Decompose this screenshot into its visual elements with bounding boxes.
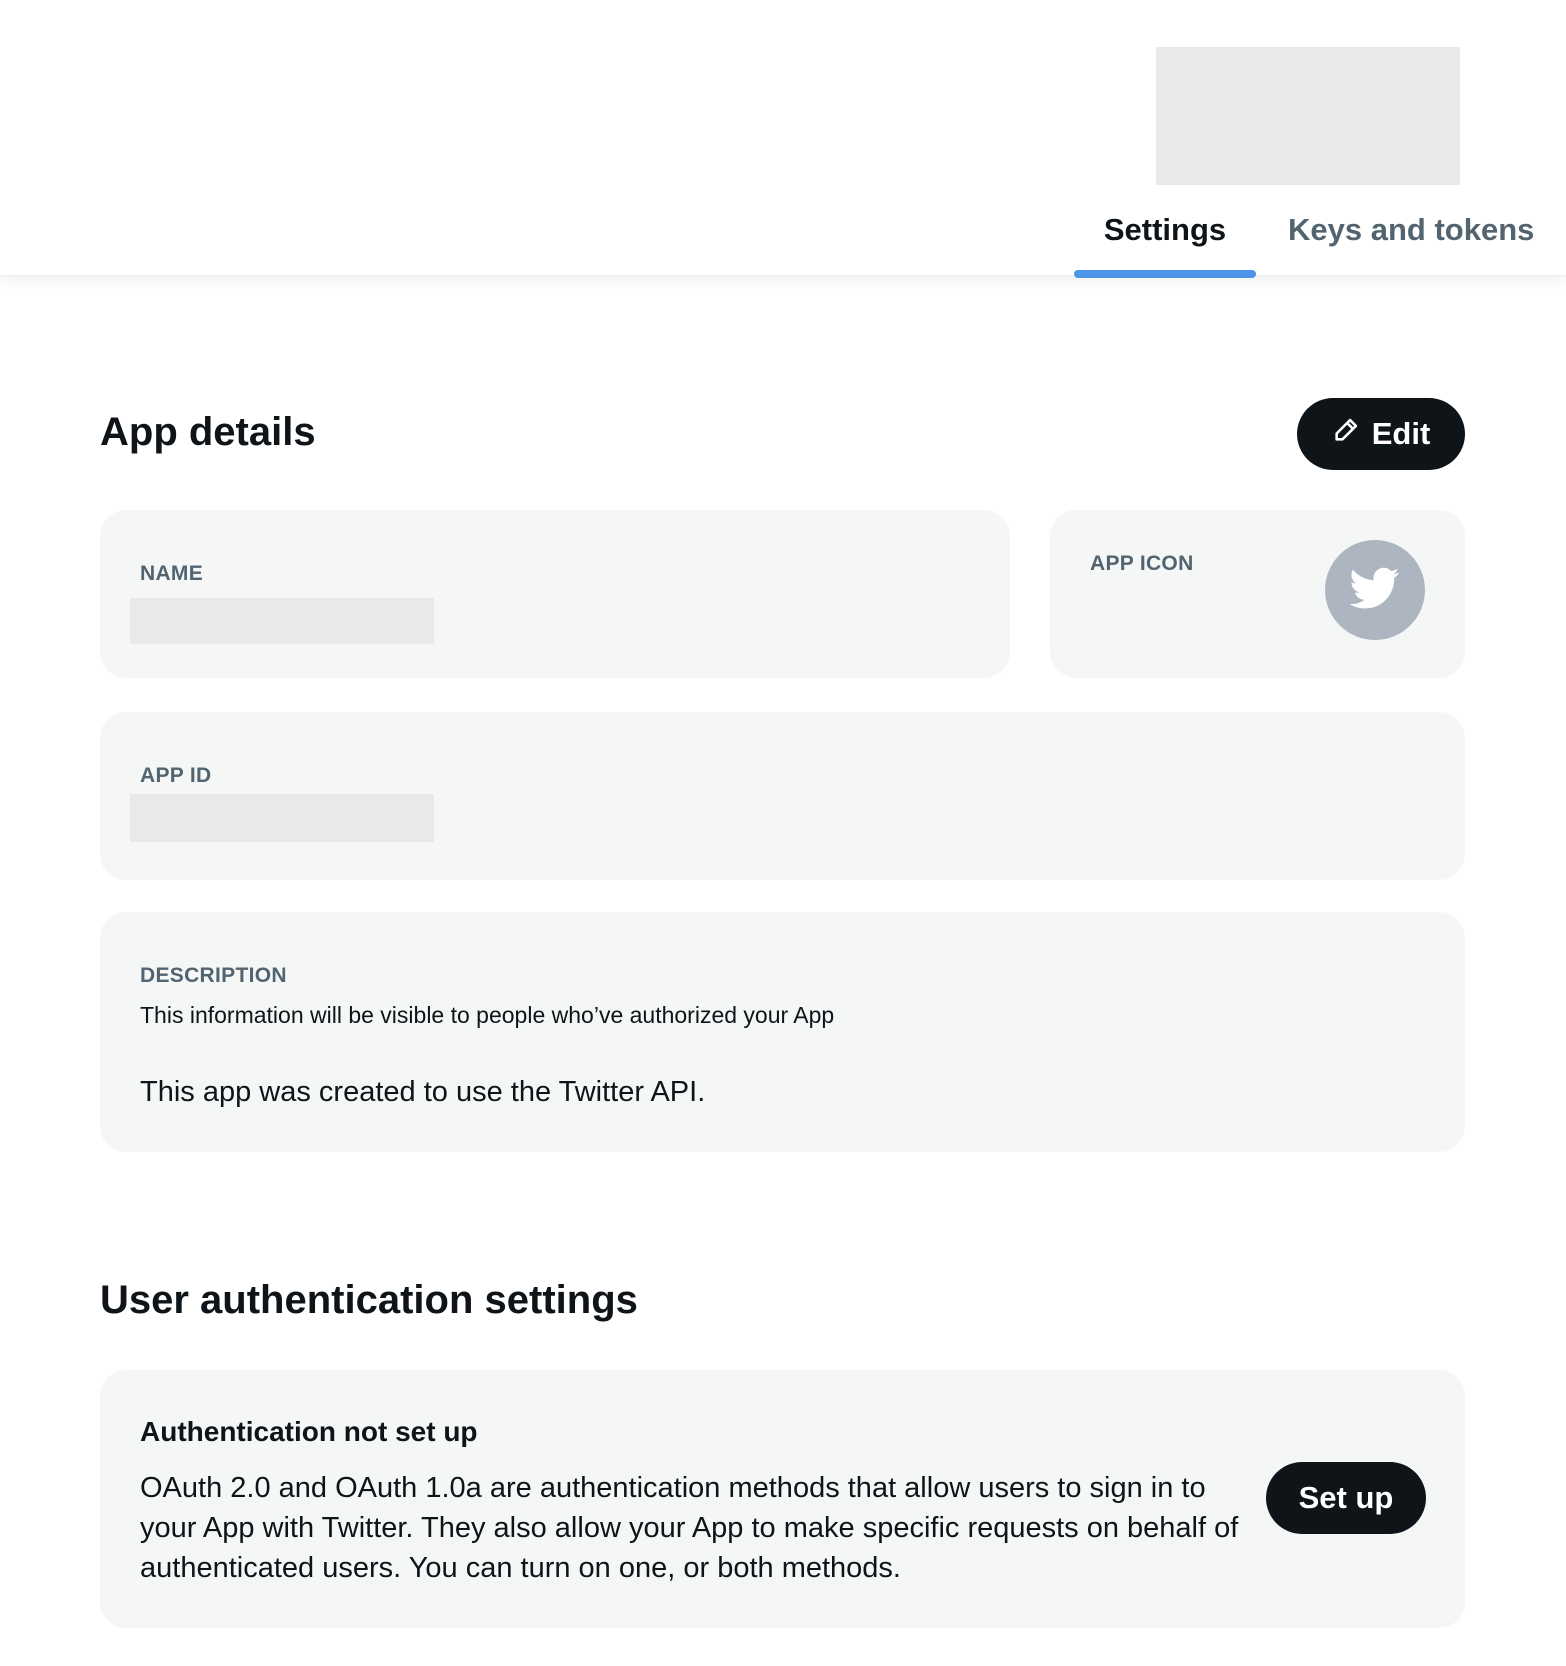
- description-value: This app was created to use the Twitter API.: [140, 1076, 706, 1108]
- description-hint: This information will be visible to people who’ve authorized your App: [140, 1002, 835, 1028]
- app-details-title: App details: [100, 410, 316, 454]
- app-icon-card: [1050, 510, 1465, 678]
- auth-description: OAuth 2.0 and OAuth 1.0a are authentication methods that allow users to sign in to your App with Twitter. They also allow your App to make specific requests on behalf of authenticated users. You can turn on one, or both methods.: [140, 1472, 1239, 1584]
- edit-button[interactable]: [1297, 398, 1465, 470]
- top-header: [0, 0, 1566, 276]
- app-avatar: [1325, 540, 1425, 640]
- set-up-button[interactable]: Set up: [1266, 1462, 1426, 1534]
- description-card: [100, 912, 1465, 1152]
- app-id-label: APP ID: [140, 764, 212, 787]
- app-icon-label: APP ICON: [1090, 552, 1194, 575]
- auth-status-title: Authentication not set up: [140, 1416, 478, 1447]
- user-auth-title: User authentication settings: [100, 1278, 638, 1322]
- name-label: NAME: [140, 562, 204, 585]
- redacted-app-id: [130, 794, 434, 842]
- description-label: DESCRIPTION: [140, 964, 287, 987]
- user-auth-card: [100, 1370, 1465, 1628]
- name-card: [100, 510, 1010, 678]
- twitter-bird-icon: [1350, 563, 1400, 618]
- tab-keys-and-tokens[interactable]: Keys and tokens: [1288, 212, 1535, 247]
- tab-settings[interactable]: Settings: [1103, 212, 1227, 247]
- active-tab-indicator: [1074, 270, 1256, 278]
- pencil-icon: [1332, 416, 1360, 452]
- edit-button-label: Edit: [1371, 416, 1431, 451]
- redacted-app-name: [130, 598, 434, 644]
- redacted-app-banner: [1156, 47, 1460, 185]
- app-id-card: [100, 712, 1465, 880]
